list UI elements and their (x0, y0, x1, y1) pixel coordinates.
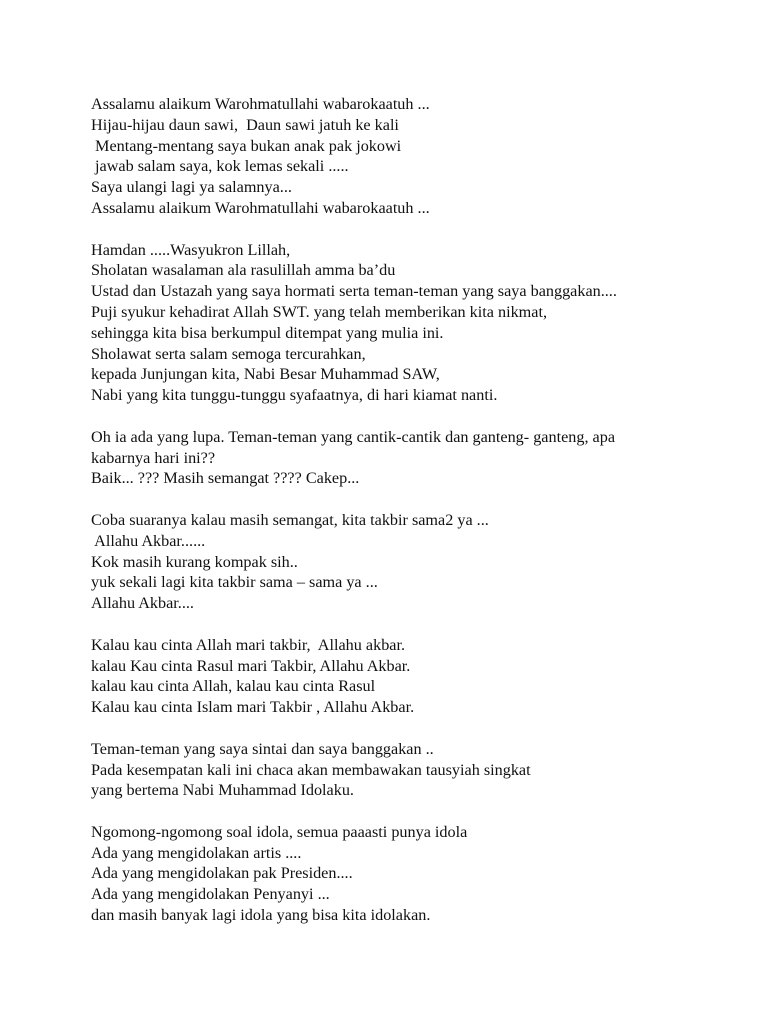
text-line: Oh ia ada yang lupa. Teman-teman yang cantik-cantik dan ganteng- ganteng, apa (91, 427, 616, 446)
text-line: Baik... ??? Masih semangat ???? Cakep... (91, 469, 360, 488)
text-line: Kalau kau cinta Allah mari takbir, Allahu akbar. (91, 635, 406, 654)
text-line: Puji syukur kehadirat Allah SWT. yang telah memberikan kita nikmat, (91, 302, 547, 321)
text-line: kalau kau cinta Allah, kalau kau cinta Rasul (91, 677, 376, 696)
paragraph-ice-breaker (91, 427, 731, 489)
text-line: Pada kesempatan kali ini chaca akan membawakan tausyiah singkat (91, 760, 531, 779)
text-line: dan masih banyak lagi idola yang bisa kita idolakan. (91, 906, 431, 925)
text-line: Ada yang mengidolakan artis .... (91, 843, 302, 862)
text-line: Sholatan wasalaman ala rasulillah amma ba’du (91, 261, 396, 280)
text-line: jawab salam saya, kok lemas sekali ..... (91, 157, 349, 176)
text-line: Kalau kau cinta Islam mari Takbir , Allahu Akbar. (91, 698, 415, 717)
text-line: Saya ulangi lagi ya salamnya... (91, 178, 292, 197)
text-line: Assalamu alaikum Warohmatullahi wabarokaatuh ... (91, 95, 430, 113)
text-line: Ada yang mengidolakan Penyanyi ... (91, 885, 330, 904)
text-line: Ada yang mengidolakan pak Presiden.... (91, 864, 353, 883)
text-line: Coba suaranya kalau masih semangat, kita takbir sama2 ya ... (91, 510, 489, 529)
text-line: Sholawat serta salam semoga tercurahkan, (91, 344, 366, 363)
paragraph-chant (91, 635, 731, 718)
text-line: Allahu Akbar.... (91, 594, 194, 613)
text-line: kepada Junjungan kita, Nabi Besar Muhammad SAW, (91, 365, 440, 384)
text-line: Assalamu alaikum Warohmatullahi wabarokaatuh ... (91, 198, 430, 217)
text-line: Ustad dan Ustazah yang saya hormati serta teman-teman yang saya banggakan.... (91, 282, 617, 301)
text-line: Hamdan .....Wasyukron Lillah, (91, 240, 291, 259)
text-line: Ngomong-ngomong soal idola, semua paaasti punya idola (91, 822, 468, 841)
text-line: Teman-teman yang saya sintai dan saya banggakan .. (91, 739, 434, 758)
text-line: yuk sekali lagi kita takbir sama – sama ya ... (91, 573, 378, 592)
text-line: kabarnya hari ini?? (91, 448, 216, 467)
paragraph-idola (91, 822, 731, 926)
paragraph-opening (91, 240, 731, 406)
text-line: Allahu Akbar...... (91, 531, 206, 550)
paragraph-takbir (91, 510, 731, 614)
text-line: Mentang-mentang saya bukan anak pak jokowi (91, 136, 402, 155)
text-line: Nabi yang kita tunggu-tunggu syafaatnya, di hari kiamat nanti. (91, 386, 498, 405)
text-line: sehingga kita bisa berkumpul ditempat yang mulia ini. (91, 323, 444, 342)
text-line: Kok masih kurang kompak sih.. (91, 552, 298, 571)
text-line: Hijau-hijau daun sawi, Daun sawi jatuh ke kali (91, 115, 399, 134)
paragraph-greeting (91, 94, 731, 219)
text-line: yang bertema Nabi Muhammad Idolaku. (91, 781, 354, 800)
paragraph-topic (91, 739, 731, 801)
text-line: kalau Kau cinta Rasul mari Takbir, Allahu Akbar. (91, 656, 411, 675)
document-body (91, 94, 731, 947)
